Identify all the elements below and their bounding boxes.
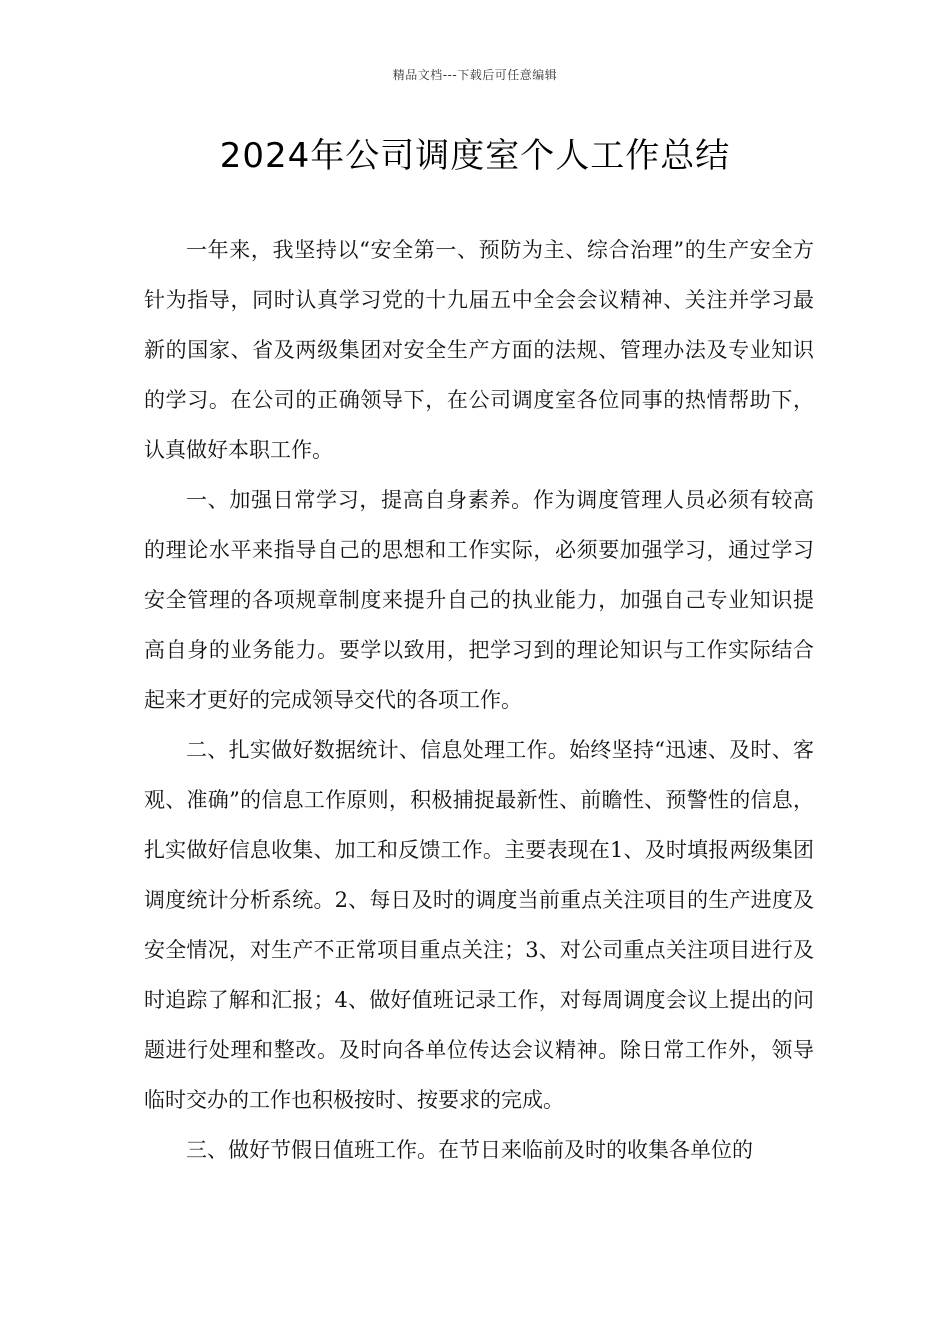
paragraph-section-2: 二、扎实做好数据统计、信息处理工作。始终坚持“迅速、及时、客观、准确”的信息工作原则，积极捕捉最新性、前瞻性、预警性的信息，扎实做好信息收集、加工和反馈工作。主要表现在1、及时填报两级集团调度统计分析系统。2、每日及时的调度当前重点关注项目的生产进度及安全情况，对生产不正常项目重点关注；3、对公司重点关注项目进行及时追踪了解和汇报；4、做好值班记录工作，对每周调度会议上提出的问题进行处理和整改。及时向各单位传达会议精神。除日常工作外，领导临时交办的工作也积极按时、按要求的完成。 bbox=[144, 738, 814, 1112]
paragraph-intro: 一年来，我坚持以“安全第一、预防为主、综合治理”的生产安全方针为指导，同时认真学习党的十九届五中全会会议精神、关注并学习最新的国家、省及两级集团对安全生产方面的法规、管理办法及专业知识的学习。在公司的正确领导下，在公司调度室各位同事的热情帮助下，认真做好本职工作。 bbox=[144, 238, 814, 462]
paragraph-section-3: 三、做好节假日值班工作。在节日来临前及时的收集各单位的 bbox=[186, 1138, 753, 1162]
header-note: 精品文档---下载后可任意编辑 bbox=[392, 68, 558, 82]
document-body bbox=[144, 225, 814, 1175]
document-title: 2024年公司调度室个人工作总结 bbox=[219, 136, 731, 176]
paragraph-section-1: 一、加强日常学习，提高自身素养。作为调度管理人员必须有较高的理论水平来指导自己的思想和工作实际，必须要加强学习，通过学习安全管理的各项规章制度来提升自己的执业能力，加强自己专业知识提高自身的业务能力。要学以致用，把学习到的理论知识与工作实际结合起来才更好的完成领导交代的各项工作。 bbox=[144, 488, 814, 712]
